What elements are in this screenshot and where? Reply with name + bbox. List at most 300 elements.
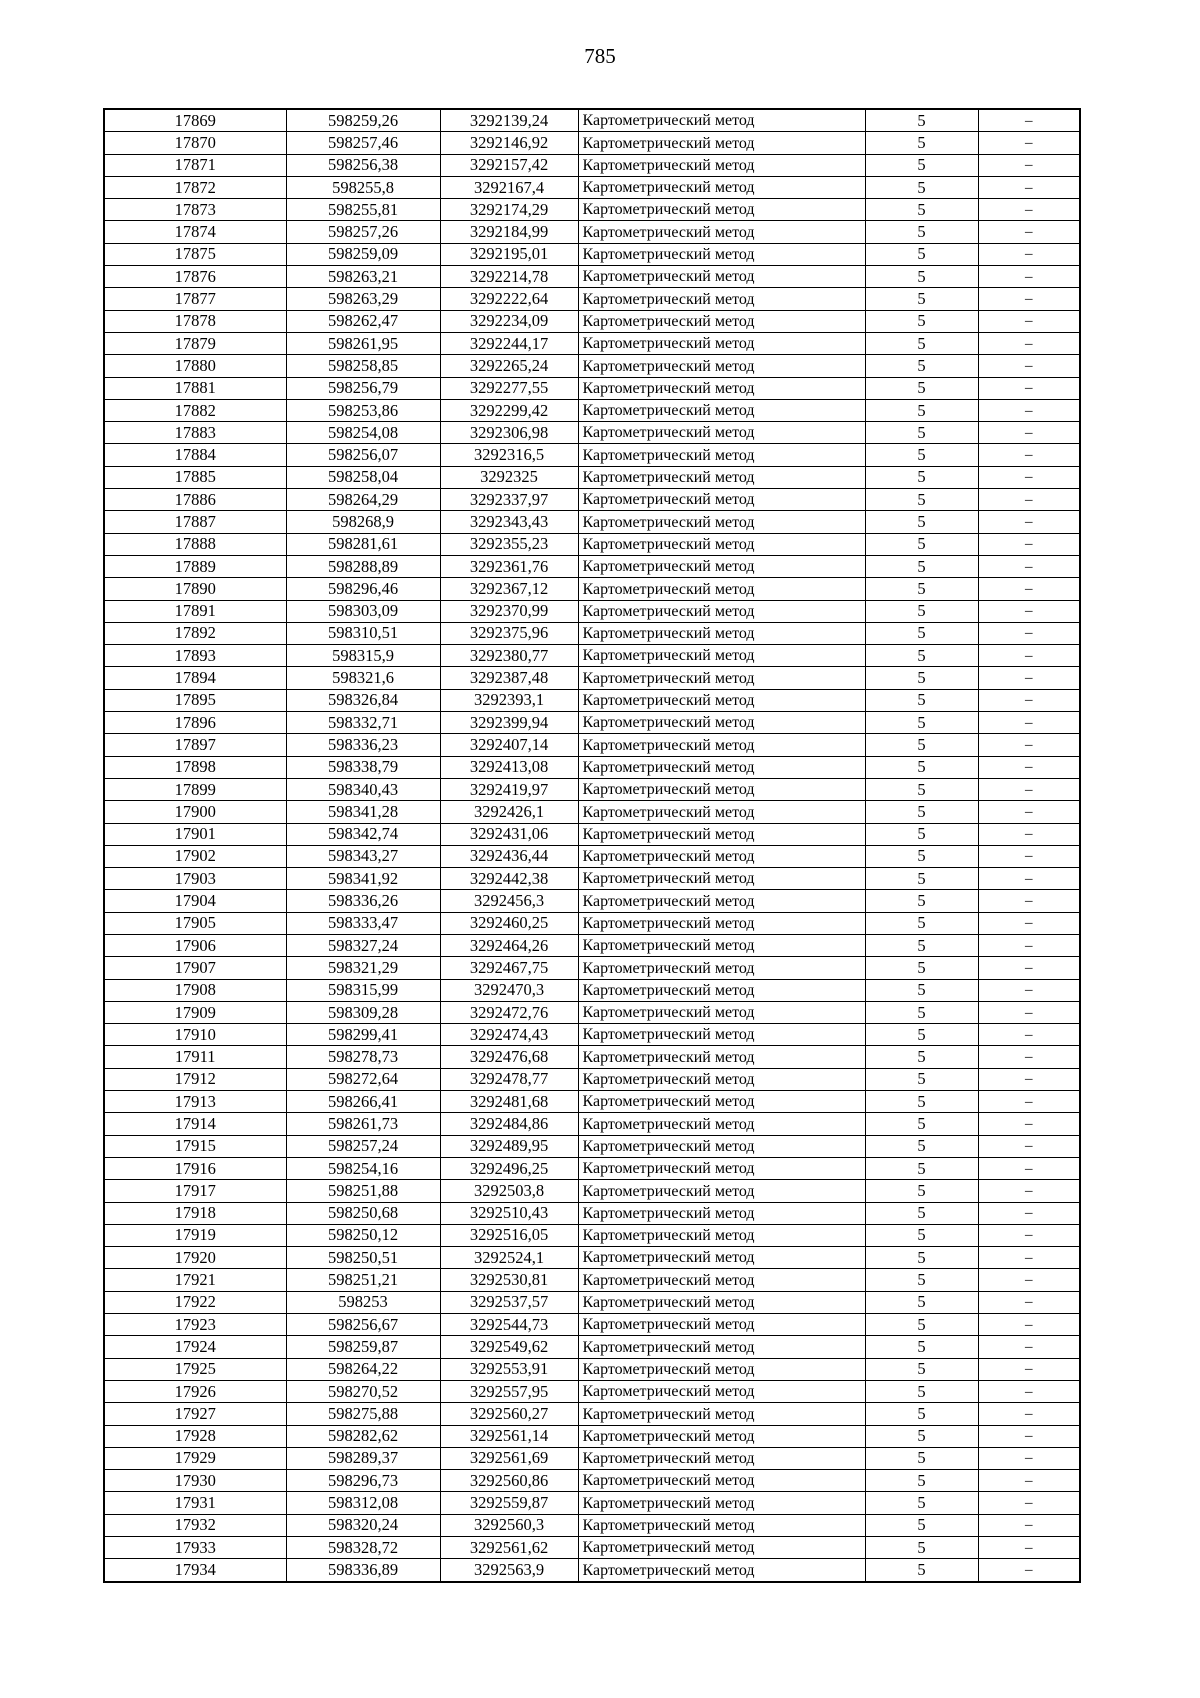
table-row bbox=[104, 1380, 1080, 1402]
y-coordinate-cell: 3292343,43 bbox=[440, 511, 578, 533]
point-number-cell: 17916 bbox=[104, 1157, 286, 1179]
note-cell: – bbox=[978, 1247, 1080, 1269]
x-coordinate-cell: 598256,67 bbox=[286, 1314, 440, 1336]
accuracy-cell: 5 bbox=[865, 1470, 978, 1492]
x-coordinate-cell: 598256,07 bbox=[286, 444, 440, 466]
x-coordinate-cell: 598258,85 bbox=[286, 355, 440, 377]
table-row bbox=[104, 288, 1080, 310]
x-coordinate-cell: 598275,88 bbox=[286, 1403, 440, 1425]
x-coordinate-cell: 598315,9 bbox=[286, 645, 440, 667]
x-coordinate-cell: 598289,37 bbox=[286, 1447, 440, 1469]
point-number-cell: 17904 bbox=[104, 890, 286, 912]
method-cell: Картометрический метод bbox=[578, 1470, 865, 1492]
table-row bbox=[104, 1113, 1080, 1135]
table-row bbox=[104, 1514, 1080, 1536]
point-number-cell: 17896 bbox=[104, 712, 286, 734]
point-number-cell: 17884 bbox=[104, 444, 286, 466]
method-cell: Картометрический метод bbox=[578, 1291, 865, 1313]
method-cell: Картометрический метод bbox=[578, 199, 865, 221]
point-number-cell: 17895 bbox=[104, 689, 286, 711]
y-coordinate-cell: 3292496,25 bbox=[440, 1157, 578, 1179]
note-cell: – bbox=[978, 221, 1080, 243]
note-cell: – bbox=[978, 1135, 1080, 1157]
table-row bbox=[104, 555, 1080, 577]
x-coordinate-cell: 598261,95 bbox=[286, 332, 440, 354]
y-coordinate-cell: 3292484,86 bbox=[440, 1113, 578, 1135]
y-coordinate-cell: 3292563,9 bbox=[440, 1559, 578, 1582]
method-cell: Картометрический метод bbox=[578, 979, 865, 1001]
accuracy-cell: 5 bbox=[865, 890, 978, 912]
point-number-cell: 17901 bbox=[104, 823, 286, 845]
x-coordinate-cell: 598257,24 bbox=[286, 1135, 440, 1157]
accuracy-cell: 5 bbox=[865, 310, 978, 332]
note-cell: – bbox=[978, 1380, 1080, 1402]
note-cell: – bbox=[978, 934, 1080, 956]
method-cell: Картометрический метод bbox=[578, 266, 865, 288]
y-coordinate-cell: 3292361,76 bbox=[440, 555, 578, 577]
note-cell: – bbox=[978, 533, 1080, 555]
accuracy-cell: 5 bbox=[865, 266, 978, 288]
table-row bbox=[104, 422, 1080, 444]
method-cell: Картометрический метод bbox=[578, 1113, 865, 1135]
y-coordinate-cell: 3292510,43 bbox=[440, 1202, 578, 1224]
x-coordinate-cell: 598332,71 bbox=[286, 712, 440, 734]
point-number-cell: 17934 bbox=[104, 1559, 286, 1582]
x-coordinate-cell: 598312,08 bbox=[286, 1492, 440, 1514]
accuracy-cell: 5 bbox=[865, 689, 978, 711]
method-cell: Картометрический метод bbox=[578, 1380, 865, 1402]
y-coordinate-cell: 3292516,05 bbox=[440, 1224, 578, 1246]
note-cell: – bbox=[978, 377, 1080, 399]
y-coordinate-cell: 3292560,86 bbox=[440, 1470, 578, 1492]
y-coordinate-cell: 3292561,69 bbox=[440, 1447, 578, 1469]
y-coordinate-cell: 3292560,27 bbox=[440, 1403, 578, 1425]
point-number-cell: 17880 bbox=[104, 355, 286, 377]
table-row bbox=[104, 756, 1080, 778]
y-coordinate-cell: 3292139,24 bbox=[440, 109, 578, 132]
table-row bbox=[104, 578, 1080, 600]
note-cell: – bbox=[978, 667, 1080, 689]
point-number-cell: 17891 bbox=[104, 600, 286, 622]
table-row bbox=[104, 1001, 1080, 1023]
note-cell: – bbox=[978, 288, 1080, 310]
accuracy-cell: 5 bbox=[865, 667, 978, 689]
y-coordinate-cell: 3292265,24 bbox=[440, 355, 578, 377]
table-row bbox=[104, 734, 1080, 756]
note-cell: – bbox=[978, 1202, 1080, 1224]
accuracy-cell: 5 bbox=[865, 1068, 978, 1090]
accuracy-cell: 5 bbox=[865, 1514, 978, 1536]
note-cell: – bbox=[978, 1403, 1080, 1425]
x-coordinate-cell: 598251,21 bbox=[286, 1269, 440, 1291]
point-number-cell: 17876 bbox=[104, 266, 286, 288]
table-row bbox=[104, 109, 1080, 132]
point-number-cell: 17875 bbox=[104, 243, 286, 265]
x-coordinate-cell: 598336,23 bbox=[286, 734, 440, 756]
table-row bbox=[104, 1247, 1080, 1269]
y-coordinate-cell: 3292157,42 bbox=[440, 154, 578, 176]
point-number-cell: 17923 bbox=[104, 1314, 286, 1336]
method-cell: Картометрический метод bbox=[578, 1202, 865, 1224]
note-cell: – bbox=[978, 734, 1080, 756]
point-number-cell: 17892 bbox=[104, 622, 286, 644]
y-coordinate-cell: 3292367,12 bbox=[440, 578, 578, 600]
accuracy-cell: 5 bbox=[865, 555, 978, 577]
note-cell: – bbox=[978, 310, 1080, 332]
accuracy-cell: 5 bbox=[865, 1380, 978, 1402]
x-coordinate-cell: 598326,84 bbox=[286, 689, 440, 711]
note-cell: – bbox=[978, 176, 1080, 198]
note-cell: – bbox=[978, 132, 1080, 154]
point-number-cell: 17908 bbox=[104, 979, 286, 1001]
accuracy-cell: 5 bbox=[865, 243, 978, 265]
accuracy-cell: 5 bbox=[865, 1157, 978, 1179]
note-cell: – bbox=[978, 1336, 1080, 1358]
y-coordinate-cell: 3292195,01 bbox=[440, 243, 578, 265]
point-number-cell: 17878 bbox=[104, 310, 286, 332]
x-coordinate-cell: 598257,46 bbox=[286, 132, 440, 154]
x-coordinate-cell: 598272,64 bbox=[286, 1068, 440, 1090]
note-cell: – bbox=[978, 1470, 1080, 1492]
accuracy-cell: 5 bbox=[865, 1291, 978, 1313]
point-number-cell: 17933 bbox=[104, 1537, 286, 1559]
note-cell: – bbox=[978, 355, 1080, 377]
accuracy-cell: 5 bbox=[865, 1336, 978, 1358]
method-cell: Картометрический метод bbox=[578, 912, 865, 934]
accuracy-cell: 5 bbox=[865, 489, 978, 511]
y-coordinate-cell: 3292530,81 bbox=[440, 1269, 578, 1291]
table-row bbox=[104, 221, 1080, 243]
method-cell: Картометрический метод bbox=[578, 1514, 865, 1536]
method-cell: Картометрический метод bbox=[578, 712, 865, 734]
y-coordinate-cell: 3292375,96 bbox=[440, 622, 578, 644]
point-number-cell: 17928 bbox=[104, 1425, 286, 1447]
note-cell: – bbox=[978, 1514, 1080, 1536]
point-number-cell: 17911 bbox=[104, 1046, 286, 1068]
method-cell: Картометрический метод bbox=[578, 533, 865, 555]
y-coordinate-cell: 3292474,43 bbox=[440, 1024, 578, 1046]
accuracy-cell: 5 bbox=[865, 1046, 978, 1068]
y-coordinate-cell: 3292174,29 bbox=[440, 199, 578, 221]
note-cell: – bbox=[978, 1559, 1080, 1582]
coordinates-table bbox=[103, 108, 1081, 1583]
table-row bbox=[104, 355, 1080, 377]
x-coordinate-cell: 598253 bbox=[286, 1291, 440, 1313]
y-coordinate-cell: 3292306,98 bbox=[440, 422, 578, 444]
method-cell: Картометрический метод bbox=[578, 1403, 865, 1425]
x-coordinate-cell: 598288,89 bbox=[286, 555, 440, 577]
method-cell: Картометрический метод bbox=[578, 132, 865, 154]
point-number-cell: 17871 bbox=[104, 154, 286, 176]
point-number-cell: 17907 bbox=[104, 957, 286, 979]
accuracy-cell: 5 bbox=[865, 578, 978, 600]
method-cell: Картометрический метод bbox=[578, 934, 865, 956]
y-coordinate-cell: 3292503,8 bbox=[440, 1180, 578, 1202]
note-cell: – bbox=[978, 578, 1080, 600]
note-cell: – bbox=[978, 1358, 1080, 1380]
y-coordinate-cell: 3292436,44 bbox=[440, 845, 578, 867]
note-cell: – bbox=[978, 1269, 1080, 1291]
accuracy-cell: 5 bbox=[865, 1180, 978, 1202]
point-number-cell: 17899 bbox=[104, 778, 286, 800]
x-coordinate-cell: 598259,87 bbox=[286, 1336, 440, 1358]
note-cell: – bbox=[978, 801, 1080, 823]
table-row bbox=[104, 533, 1080, 555]
x-coordinate-cell: 598310,51 bbox=[286, 622, 440, 644]
accuracy-cell: 5 bbox=[865, 912, 978, 934]
point-number-cell: 17912 bbox=[104, 1068, 286, 1090]
method-cell: Картометрический метод bbox=[578, 600, 865, 622]
accuracy-cell: 5 bbox=[865, 444, 978, 466]
table-row bbox=[104, 1470, 1080, 1492]
note-cell: – bbox=[978, 1314, 1080, 1336]
note-cell: – bbox=[978, 1537, 1080, 1559]
table-row bbox=[104, 1447, 1080, 1469]
method-cell: Картометрический метод bbox=[578, 801, 865, 823]
x-coordinate-cell: 598264,22 bbox=[286, 1358, 440, 1380]
method-cell: Картометрический метод bbox=[578, 555, 865, 577]
y-coordinate-cell: 3292407,14 bbox=[440, 734, 578, 756]
method-cell: Картометрический метод bbox=[578, 176, 865, 198]
method-cell: Картометрический метод bbox=[578, 332, 865, 354]
x-coordinate-cell: 598341,28 bbox=[286, 801, 440, 823]
method-cell: Картометрический метод bbox=[578, 310, 865, 332]
point-number-cell: 17887 bbox=[104, 511, 286, 533]
point-number-cell: 17917 bbox=[104, 1180, 286, 1202]
note-cell: – bbox=[978, 109, 1080, 132]
note-cell: – bbox=[978, 399, 1080, 421]
x-coordinate-cell: 598309,28 bbox=[286, 1001, 440, 1023]
y-coordinate-cell: 3292431,06 bbox=[440, 823, 578, 845]
accuracy-cell: 5 bbox=[865, 868, 978, 890]
x-coordinate-cell: 598281,61 bbox=[286, 533, 440, 555]
point-number-cell: 17909 bbox=[104, 1001, 286, 1023]
point-number-cell: 17915 bbox=[104, 1135, 286, 1157]
x-coordinate-cell: 598250,68 bbox=[286, 1202, 440, 1224]
note-cell: – bbox=[978, 1024, 1080, 1046]
y-coordinate-cell: 3292419,97 bbox=[440, 778, 578, 800]
y-coordinate-cell: 3292561,62 bbox=[440, 1537, 578, 1559]
x-coordinate-cell: 598340,43 bbox=[286, 778, 440, 800]
table-row bbox=[104, 1559, 1080, 1582]
table-row bbox=[104, 176, 1080, 198]
y-coordinate-cell: 3292184,99 bbox=[440, 221, 578, 243]
y-coordinate-cell: 3292553,91 bbox=[440, 1358, 578, 1380]
y-coordinate-cell: 3292560,3 bbox=[440, 1514, 578, 1536]
point-number-cell: 17902 bbox=[104, 845, 286, 867]
point-number-cell: 17924 bbox=[104, 1336, 286, 1358]
method-cell: Картометрический метод bbox=[578, 823, 865, 845]
method-cell: Картометрический метод bbox=[578, 377, 865, 399]
note-cell: – bbox=[978, 154, 1080, 176]
table-row bbox=[104, 801, 1080, 823]
method-cell: Картометрический метод bbox=[578, 1559, 865, 1582]
note-cell: – bbox=[978, 890, 1080, 912]
y-coordinate-cell: 3292467,75 bbox=[440, 957, 578, 979]
x-coordinate-cell: 598250,12 bbox=[286, 1224, 440, 1246]
accuracy-cell: 5 bbox=[865, 1247, 978, 1269]
point-number-cell: 17879 bbox=[104, 332, 286, 354]
accuracy-cell: 5 bbox=[865, 600, 978, 622]
method-cell: Картометрический метод bbox=[578, 1157, 865, 1179]
point-number-cell: 17906 bbox=[104, 934, 286, 956]
method-cell: Картометрический метод bbox=[578, 957, 865, 979]
note-cell: – bbox=[978, 712, 1080, 734]
note-cell: – bbox=[978, 555, 1080, 577]
table-row bbox=[104, 444, 1080, 466]
y-coordinate-cell: 3292460,25 bbox=[440, 912, 578, 934]
accuracy-cell: 5 bbox=[865, 1314, 978, 1336]
x-coordinate-cell: 598296,73 bbox=[286, 1470, 440, 1492]
method-cell: Картометрический метод bbox=[578, 1447, 865, 1469]
accuracy-cell: 5 bbox=[865, 1202, 978, 1224]
x-coordinate-cell: 598342,74 bbox=[286, 823, 440, 845]
accuracy-cell: 5 bbox=[865, 645, 978, 667]
y-coordinate-cell: 3292413,08 bbox=[440, 756, 578, 778]
method-cell: Картометрический метод bbox=[578, 756, 865, 778]
note-cell: – bbox=[978, 600, 1080, 622]
y-coordinate-cell: 3292489,95 bbox=[440, 1135, 578, 1157]
note-cell: – bbox=[978, 511, 1080, 533]
method-cell: Картометрический метод bbox=[578, 1024, 865, 1046]
table-row bbox=[104, 266, 1080, 288]
table-row bbox=[104, 1046, 1080, 1068]
note-cell: – bbox=[978, 868, 1080, 890]
note-cell: – bbox=[978, 1113, 1080, 1135]
x-coordinate-cell: 598257,26 bbox=[286, 221, 440, 243]
x-coordinate-cell: 598264,29 bbox=[286, 489, 440, 511]
accuracy-cell: 5 bbox=[865, 1091, 978, 1113]
method-cell: Картометрический метод bbox=[578, 489, 865, 511]
table-row bbox=[104, 1403, 1080, 1425]
method-cell: Картометрический метод bbox=[578, 444, 865, 466]
x-coordinate-cell: 598261,73 bbox=[286, 1113, 440, 1135]
table-row bbox=[104, 1291, 1080, 1313]
table-row bbox=[104, 199, 1080, 221]
point-number-cell: 17925 bbox=[104, 1358, 286, 1380]
accuracy-cell: 5 bbox=[865, 377, 978, 399]
method-cell: Картометрический метод bbox=[578, 1537, 865, 1559]
table-row bbox=[104, 912, 1080, 934]
table-row bbox=[104, 934, 1080, 956]
note-cell: – bbox=[978, 823, 1080, 845]
accuracy-cell: 5 bbox=[865, 511, 978, 533]
note-cell: – bbox=[978, 778, 1080, 800]
note-cell: – bbox=[978, 845, 1080, 867]
accuracy-cell: 5 bbox=[865, 1537, 978, 1559]
point-number-cell: 17882 bbox=[104, 399, 286, 421]
method-cell: Картометрический метод bbox=[578, 689, 865, 711]
method-cell: Картометрический метод bbox=[578, 667, 865, 689]
accuracy-cell: 5 bbox=[865, 845, 978, 867]
table-row bbox=[104, 1358, 1080, 1380]
point-number-cell: 17919 bbox=[104, 1224, 286, 1246]
accuracy-cell: 5 bbox=[865, 1358, 978, 1380]
x-coordinate-cell: 598303,09 bbox=[286, 600, 440, 622]
point-number-cell: 17905 bbox=[104, 912, 286, 934]
method-cell: Картометрический метод bbox=[578, 243, 865, 265]
table-row bbox=[104, 489, 1080, 511]
y-coordinate-cell: 3292337,97 bbox=[440, 489, 578, 511]
accuracy-cell: 5 bbox=[865, 1403, 978, 1425]
point-number-cell: 17883 bbox=[104, 422, 286, 444]
note-cell: – bbox=[978, 489, 1080, 511]
x-coordinate-cell: 598250,51 bbox=[286, 1247, 440, 1269]
accuracy-cell: 5 bbox=[865, 399, 978, 421]
y-coordinate-cell: 3292524,1 bbox=[440, 1247, 578, 1269]
method-cell: Картометрический метод bbox=[578, 890, 865, 912]
table-row bbox=[104, 310, 1080, 332]
point-number-cell: 17872 bbox=[104, 176, 286, 198]
table-row bbox=[104, 957, 1080, 979]
table-row bbox=[104, 377, 1080, 399]
method-cell: Картометрический метод bbox=[578, 868, 865, 890]
point-number-cell: 17870 bbox=[104, 132, 286, 154]
method-cell: Картометрический метод bbox=[578, 154, 865, 176]
y-coordinate-cell: 3292167,4 bbox=[440, 176, 578, 198]
method-cell: Картометрический метод bbox=[578, 466, 865, 488]
x-coordinate-cell: 598278,73 bbox=[286, 1046, 440, 1068]
x-coordinate-cell: 598259,09 bbox=[286, 243, 440, 265]
table-row bbox=[104, 1202, 1080, 1224]
x-coordinate-cell: 598328,72 bbox=[286, 1537, 440, 1559]
x-coordinate-cell: 598259,26 bbox=[286, 109, 440, 132]
point-number-cell: 17873 bbox=[104, 199, 286, 221]
note-cell: – bbox=[978, 444, 1080, 466]
point-number-cell: 17900 bbox=[104, 801, 286, 823]
x-coordinate-cell: 598253,86 bbox=[286, 399, 440, 421]
point-number-cell: 17920 bbox=[104, 1247, 286, 1269]
point-number-cell: 17885 bbox=[104, 466, 286, 488]
accuracy-cell: 5 bbox=[865, 1447, 978, 1469]
table-row bbox=[104, 1224, 1080, 1246]
note-cell: – bbox=[978, 1224, 1080, 1246]
x-coordinate-cell: 598251,88 bbox=[286, 1180, 440, 1202]
y-coordinate-cell: 3292478,77 bbox=[440, 1068, 578, 1090]
point-number-cell: 17877 bbox=[104, 288, 286, 310]
y-coordinate-cell: 3292561,14 bbox=[440, 1425, 578, 1447]
x-coordinate-cell: 598268,9 bbox=[286, 511, 440, 533]
table-row bbox=[104, 1492, 1080, 1514]
point-number-cell: 17881 bbox=[104, 377, 286, 399]
note-cell: – bbox=[978, 1157, 1080, 1179]
y-coordinate-cell: 3292387,48 bbox=[440, 667, 578, 689]
point-number-cell: 17929 bbox=[104, 1447, 286, 1469]
table-row bbox=[104, 667, 1080, 689]
x-coordinate-cell: 598315,99 bbox=[286, 979, 440, 1001]
note-cell: – bbox=[978, 1046, 1080, 1068]
y-coordinate-cell: 3292325 bbox=[440, 466, 578, 488]
x-coordinate-cell: 598321,29 bbox=[286, 957, 440, 979]
y-coordinate-cell: 3292549,62 bbox=[440, 1336, 578, 1358]
note-cell: – bbox=[978, 466, 1080, 488]
y-coordinate-cell: 3292470,3 bbox=[440, 979, 578, 1001]
y-coordinate-cell: 3292544,73 bbox=[440, 1314, 578, 1336]
table-row bbox=[104, 823, 1080, 845]
note-cell: – bbox=[978, 912, 1080, 934]
x-coordinate-cell: 598321,6 bbox=[286, 667, 440, 689]
accuracy-cell: 5 bbox=[865, 756, 978, 778]
y-coordinate-cell: 3292481,68 bbox=[440, 1091, 578, 1113]
x-coordinate-cell: 598299,41 bbox=[286, 1024, 440, 1046]
y-coordinate-cell: 3292214,78 bbox=[440, 266, 578, 288]
x-coordinate-cell: 598341,92 bbox=[286, 868, 440, 890]
table-row bbox=[104, 600, 1080, 622]
x-coordinate-cell: 598336,26 bbox=[286, 890, 440, 912]
table-row bbox=[104, 1091, 1080, 1113]
note-cell: – bbox=[978, 1425, 1080, 1447]
method-cell: Картометрический метод bbox=[578, 1046, 865, 1068]
